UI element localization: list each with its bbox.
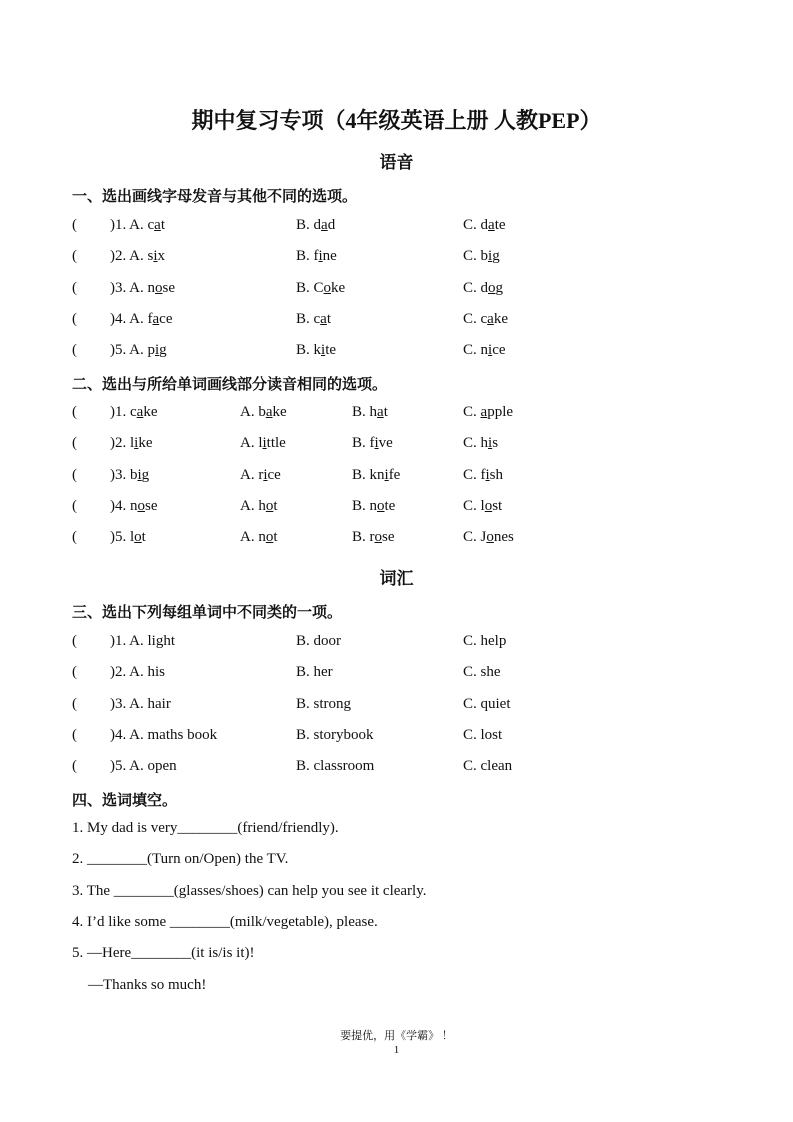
word-part: ce [267,466,281,483]
underlined-letters: o [374,529,382,546]
underlined-letters: a [321,217,328,233]
word-part: se [382,529,395,546]
stem-word [110,498,158,515]
word-part: ke [331,279,346,296]
underlined-letters: i [321,342,326,359]
option-c: C. lost [463,726,503,743]
word-part: C. c [463,310,488,327]
word-part: ce [492,342,506,359]
option-b [296,217,335,234]
word-part: te [494,217,506,233]
word-part: B. c [296,310,321,327]
option-a: )5. A. open [110,758,177,775]
answer-blank-paren: ( [72,217,77,233]
word-part: se [145,497,158,514]
option-a: )1. A. light [110,633,176,649]
word-part: C. [463,404,481,420]
underlined-letters: i [318,248,323,265]
word-part: c [147,217,155,233]
option-a: )2. A. his [110,664,166,681]
option-a: )4. A. maths book [110,726,218,743]
number-label: )1. A. [110,217,148,233]
word-part: C. d [463,217,489,233]
underlined-letters: a [136,404,144,420]
word-part: B. kn [352,466,385,483]
option-b: B. classroom [296,758,375,775]
word-part: C. l [463,497,485,514]
number-label: )2. [110,435,130,452]
option-b: B. door [296,633,341,649]
word-part: ke [272,404,287,420]
option-a [110,342,167,359]
word-part: te [325,342,337,359]
underlined-letters: i [155,342,160,359]
underlined-letters: i [488,248,493,265]
option-b [352,529,395,546]
word-part: f [147,310,153,327]
option-c [463,529,514,546]
q2-heading: 二、选出与所给单词画线部分读音相同的选项。 [72,377,388,393]
option-b [296,280,345,297]
answer-blank-paren: ( [72,248,77,265]
underlined-letters: a [488,217,495,233]
underlined-letters: a [154,217,161,233]
answer-blank-paren: ( [72,695,77,712]
underlined-letters: i [137,466,142,483]
word-part: nes [493,529,514,546]
option-a [240,529,278,546]
number-label: )4. A. [110,310,148,327]
word-part: t [141,529,146,546]
fill-in-sentence: —Thanks so much! [88,976,207,993]
underlined-letters: a [265,404,273,420]
word-part: se [162,279,175,296]
word-part: B. h [352,404,378,420]
option-b: B. her [296,664,333,681]
option-c [463,435,498,452]
option-c: C. help [463,633,507,649]
word-part: ve [378,435,393,452]
option-a: )3. A. hair [110,695,171,712]
answer-blank-paren: ( [72,726,77,743]
option-b: B. strong [296,695,352,712]
section-phonics: 语音 [379,153,414,172]
word-part: B. f [296,248,319,265]
option-b [352,498,395,515]
word-part: B. n [352,497,378,514]
option-a [110,280,175,297]
answer-blank-paren: ( [72,435,77,452]
fill-in-sentence: 5. —Here________(it is/is it)! [72,945,255,962]
option-c [463,342,506,359]
option-a [240,467,281,484]
q1-heading: 一、选出画线字母发音与其他不同的选项。 [72,189,358,205]
word-part: ne [322,248,337,265]
answer-blank-paren: ( [72,342,77,359]
fill-in-sentence: 3. The ________(glasses/shoes) can help you see it clearly. [72,882,427,899]
number-label: )3. A. [110,279,148,296]
word-part: ttle [266,435,286,452]
answer-blank-paren: ( [72,279,77,296]
word-part: sh [489,466,504,483]
option-b [352,404,388,421]
word-part: C. d [463,279,489,296]
number-label: )5. A. [110,342,148,359]
word-part: c [130,404,137,420]
word-part: ke [143,404,158,420]
fill-in-sentence: 2. ________(Turn on/Open) the TV. [72,851,289,868]
word-part: C. b [463,248,489,265]
q4-heading: 四、选词填空。 [72,793,178,809]
word-part: t [160,217,166,233]
option-c [463,280,503,297]
underlined-letters: o [484,497,493,514]
word-part: s [492,435,499,452]
number-label: )1. [110,404,130,420]
word-part: B. k [296,342,322,359]
word-part: te [384,497,396,514]
word-part: ke [493,310,509,327]
option-a [240,435,286,452]
section-vocab: 词汇 [379,569,414,588]
answer-blank-paren: ( [72,529,77,546]
underlined-letters: a [320,310,327,327]
underlined-letters: o [486,529,494,546]
underlined-letters: i [488,435,493,452]
option-c [463,248,500,265]
number-label: )4. [110,497,130,514]
option-c [463,467,503,484]
word-part: B. r [352,529,375,546]
fill-in-sentence: 1. My dad is very________(friend/friendly). [72,820,339,836]
underlined-letters: o [265,529,274,546]
underlined-letters: i [374,435,379,452]
answer-blank-paren: ( [72,404,77,420]
option-c [463,498,502,515]
word-part: t [273,497,278,514]
underlined-letters: o [265,497,274,514]
word-part: B. f [352,435,375,452]
word-part: g [141,466,150,483]
word-part: A. h [240,497,266,514]
option-b: B. storybook [296,726,374,743]
q3-heading: 三、选出下列每组单词中不同类的一项。 [72,605,343,621]
word-part: ce [159,310,173,327]
word-part: n [147,279,155,296]
word-part: b [130,466,138,483]
number-label: )2. A. [110,248,148,265]
underlined-letters: o [134,529,142,546]
word-part: A. n [240,529,266,546]
word-part: t [383,404,388,420]
word-part: g [495,279,504,296]
answer-blank-paren: ( [72,758,77,775]
underlined-letters: i [485,466,490,483]
word-part: t [273,529,278,546]
footer-slogan: 要提优，用《学霸》 ！ [340,1030,453,1042]
word-part: l [130,529,135,546]
word-part: B. d [296,217,322,233]
word-part: fe [388,466,401,483]
answer-blank-paren: ( [72,310,77,327]
word-part: p [147,342,155,359]
underlined-letters: a [480,404,488,420]
underlined-letters: o [137,497,145,514]
underlined-letters: i [488,342,493,359]
underlined-letters: o [155,279,163,296]
underlined-letters: i [384,466,389,483]
word-part: n [130,497,138,514]
option-c [463,404,513,421]
underlined-letters: i [263,466,268,483]
word-part: s [147,248,154,265]
option-c [463,217,506,234]
option-c: C. she [463,664,501,681]
word-part: A. b [240,404,266,420]
option-a [110,217,165,234]
word-part: g [159,342,167,359]
option-b [352,435,393,452]
stem-word [110,467,149,484]
option-b [296,342,336,359]
word-part: C. f [463,466,486,483]
word-part: t [326,310,332,327]
option-c: C. clean [463,758,513,775]
stem-word [110,404,158,421]
word-part: C. n [463,342,489,359]
underlined-letters: o [377,497,385,514]
page-title: 期中复习专项（4年级英语上册 人教PEP） [191,108,602,133]
word-part: d [327,217,336,233]
answer-blank-paren: ( [72,497,77,514]
stem-word [110,435,153,452]
word-part: C. J [463,529,487,546]
option-b [352,467,400,484]
option-c: C. quiet [463,695,511,712]
word-part: C. h [463,435,489,452]
option-a [110,311,173,328]
word-part: l [130,435,135,452]
option-c [463,311,508,328]
underlined-letters: o [488,279,496,296]
word-part: ke [138,435,153,452]
word-part: A. l [240,435,263,452]
answer-blank-paren: ( [72,466,77,483]
underlined-letters: i [153,248,158,265]
word-part: B. C [296,279,324,296]
underlined-letters: a [487,310,494,327]
number-label: )3. [110,466,130,483]
option-b [296,248,337,265]
word-part: st [492,497,503,514]
underlined-letters: i [262,435,267,452]
word-part: x [157,248,166,265]
option-a [110,248,165,265]
word-part: pple [487,404,514,420]
answer-blank-paren: ( [72,664,77,681]
underlined-letters: i [134,435,139,452]
number-label: )5. [110,529,130,546]
page-number: 1 [393,1044,400,1056]
word-part: g [492,248,500,265]
stem-word [110,529,146,546]
option-a [240,498,278,515]
answer-blank-paren: ( [72,633,77,649]
underlined-letters: a [152,310,160,327]
underlined-letters: o [323,279,332,296]
option-a [240,404,287,421]
fill-in-sentence: 4. I’d like some ________(milk/vegetable), please. [72,913,378,930]
underlined-letters: a [377,404,384,420]
word-part: A. r [240,466,264,483]
option-b [296,311,331,328]
